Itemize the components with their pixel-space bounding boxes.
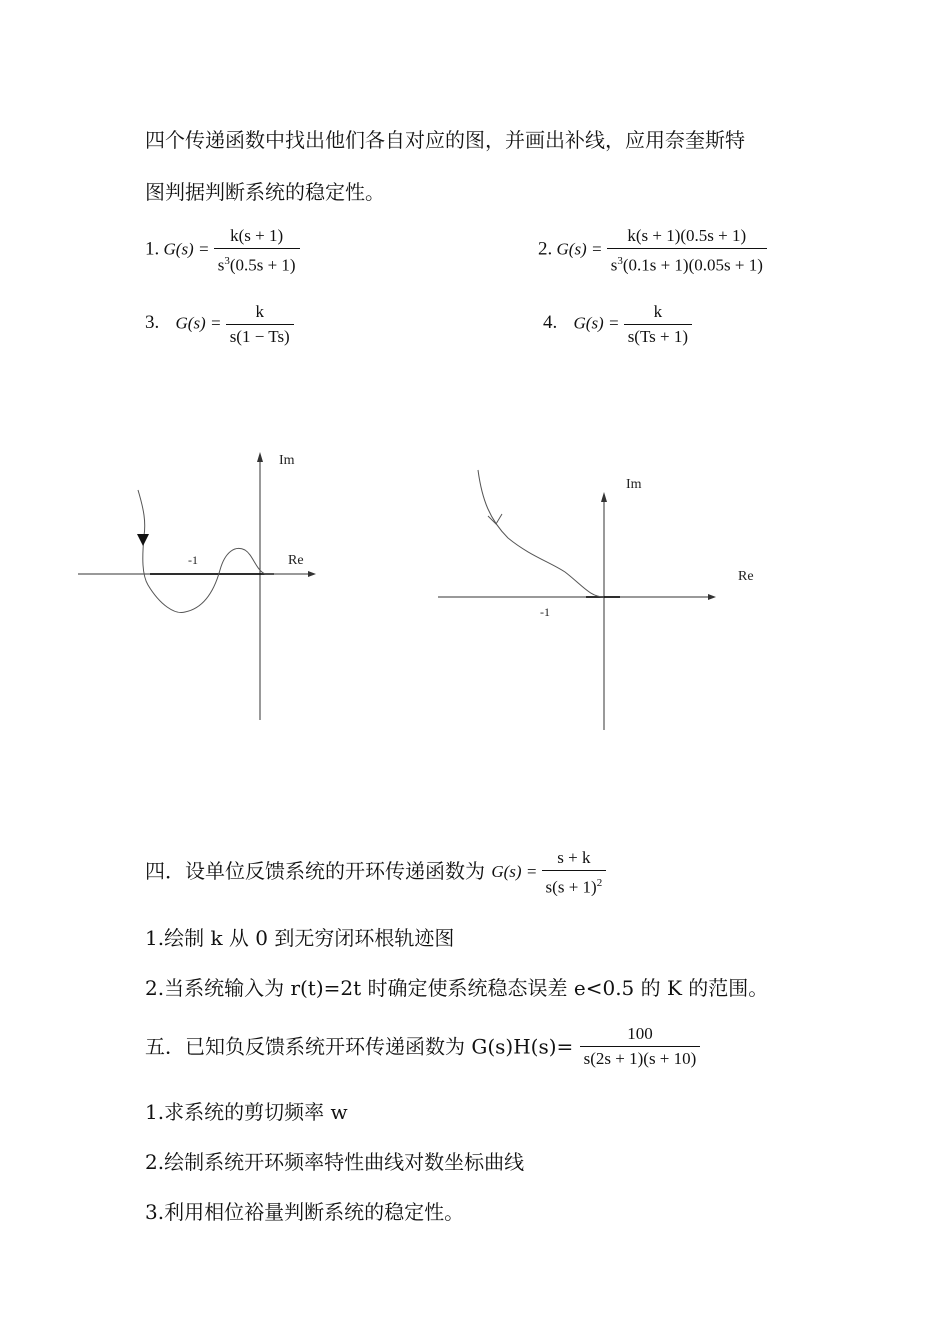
function-3 [145, 302, 294, 347]
left-imag-axis-arrowhead [257, 452, 263, 462]
nyquist-plot-left [70, 440, 330, 730]
section-4-heading: 四．设单位反馈系统的开环传递函数为 [145, 859, 485, 884]
section-4-den-exponent: 2 [596, 877, 603, 889]
nyquist-plot-right [430, 460, 770, 740]
right-real-axis-arrowhead [708, 594, 716, 600]
function-4-denominator: s(Ts + 1) [627, 327, 689, 346]
function-1-fraction [214, 226, 300, 276]
function-4-label: 4. [543, 312, 558, 334]
function-2-label: 2. [538, 238, 553, 260]
function-3-denominator: s(1 − Ts) [229, 327, 290, 346]
intro-line-1: 四个传递函数中找出他们各自对应的图，并画出补线，应用奈奎斯特 [145, 128, 745, 152]
section-4-denominator [542, 871, 607, 898]
function-2-lhs: G(s) = [556, 239, 603, 259]
function-1-den-exponent: 3 [224, 255, 230, 267]
section-5-heading-line [145, 1024, 700, 1069]
function-1-numerator: k(s + 1) [214, 226, 300, 249]
section-4-lhs: G(s) = [491, 861, 538, 881]
function-1-lhs: G(s) = [163, 239, 210, 259]
function-2-fraction [607, 226, 767, 276]
left-im-label: Im [279, 453, 295, 468]
right-curve-arrow-mark [488, 514, 502, 524]
function-3-fraction [226, 302, 294, 347]
section-5-denominator: s(2s + 1)(s + 10) [583, 1049, 697, 1068]
left-tick-label: -1 [188, 553, 198, 567]
left-nyquist-curve [138, 490, 274, 613]
function-2-den-base: s [610, 255, 618, 275]
function-4 [543, 302, 692, 347]
function-4-lhs: G(s) = [573, 313, 620, 333]
function-1 [145, 226, 300, 276]
function-4-numerator: k [624, 302, 692, 325]
section-4-numerator: s + k [542, 848, 607, 871]
function-2-denominator [607, 249, 767, 276]
function-4-fraction [624, 302, 692, 347]
function-2-den-factor: (0.1s + 1)(0.05s + 1) [622, 255, 763, 275]
function-1-label: 1. [145, 238, 160, 260]
section-4-fraction [542, 848, 607, 898]
right-im-label: Im [626, 477, 642, 492]
section-4-question-1: 1.绘制 k 从 0 到无穷闭环根轨迹图 [145, 926, 455, 950]
function-1-den-base: s [217, 255, 225, 275]
function-3-lhs: G(s) = [175, 313, 222, 333]
section-5-question-2: 2.绘制系统开环频率特性曲线对数坐标曲线 [145, 1150, 525, 1174]
function-2-den-exponent: 3 [617, 255, 623, 267]
function-1-den-factor: (0.5s + 1) [229, 255, 296, 275]
section-4-question-2: 2.当系统输入为 r(t)=2t 时确定使系统稳态误差 e<0.5 的 K 的范围。 [145, 976, 769, 1000]
function-3-label: 3. [145, 312, 160, 334]
section-4-heading-line [145, 848, 606, 898]
function-2-numerator: k(s + 1)(0.5s + 1) [607, 226, 767, 249]
right-tick-label: -1 [540, 605, 550, 619]
section-5-question-3: 3.利用相位裕量判断系统的稳定性。 [145, 1200, 465, 1224]
left-re-label: Re [288, 553, 304, 568]
right-imag-axis-arrowhead [601, 492, 607, 502]
section-5-question-1: 1.求系统的剪切频率 w [145, 1100, 348, 1124]
section-5-numerator: 100 [580, 1024, 701, 1047]
intro-line-2: 图判据判断系统的稳定性。 [145, 180, 385, 204]
left-real-axis-arrowhead [308, 571, 316, 577]
section-5-fraction [580, 1024, 701, 1069]
section-4-formula [491, 848, 606, 897]
function-2 [538, 226, 767, 276]
left-curve-arrowhead [137, 534, 149, 546]
function-1-denominator [214, 249, 300, 276]
right-nyquist-curve [478, 470, 604, 597]
section-5-heading: 五．已知负反馈系统开环传递函数为 G(s)H(s)= [145, 1034, 574, 1059]
function-3-numerator: k [226, 302, 294, 325]
right-re-label: Re [738, 569, 754, 584]
section-4-den-base: s(s + 1) [545, 877, 597, 897]
